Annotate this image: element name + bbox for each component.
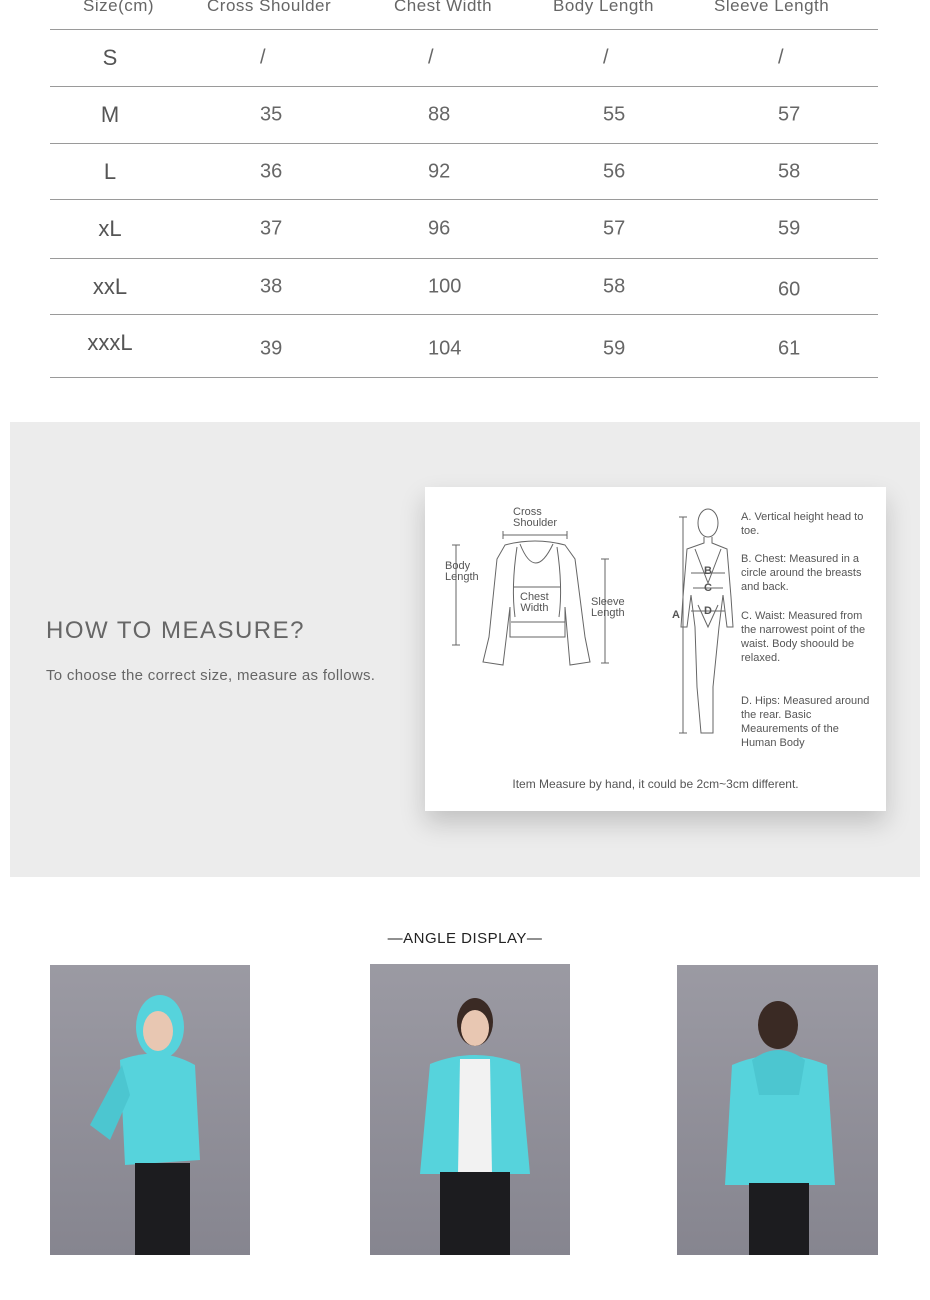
table-row: [50, 200, 878, 259]
note-vertical-height: A. Vertical height head to toe.: [741, 511, 864, 537]
product-photo-back: [677, 965, 878, 1255]
product-photo-side: [50, 965, 250, 1255]
marker-a: A: [672, 609, 680, 621]
sleeve-length-value: 61: [778, 337, 801, 360]
model-front-view: [370, 964, 570, 1255]
size-label: L: [103, 158, 117, 184]
sleeve-length-value: 59: [778, 217, 801, 240]
how-to-measure-section: [10, 422, 920, 877]
header-body-length: Body Length: [553, 0, 654, 15]
body-length-value: /: [603, 46, 609, 69]
cross-shoulder-value: 37: [260, 217, 283, 240]
cross-shoulder-value: 35: [260, 103, 283, 126]
header-sleeve-length: Sleeve Length: [714, 0, 830, 15]
chest-width-value: 92: [428, 160, 451, 182]
cross-shoulder-value: 39: [260, 337, 283, 360]
size-label: S: [102, 45, 118, 70]
model-back-view: [677, 965, 878, 1255]
marker-c: C: [704, 582, 712, 594]
table-row: [50, 259, 878, 315]
measurement-diagram-card: [425, 487, 886, 811]
body-length-label: Body Length: [445, 560, 479, 583]
note-chest: B. Chest: Measured in a circle around the breasts and back.: [741, 553, 862, 593]
sleeve-length-value: /: [778, 46, 784, 69]
measure-footnote: Item Measure by hand, it could be 2cm~3cm different.: [512, 777, 799, 791]
sleeve-length-value: 60: [778, 278, 801, 300]
table-row: [50, 87, 878, 144]
body-length-value: 59: [603, 337, 626, 360]
size-label: M: [100, 102, 120, 127]
chest-width-value: 88: [428, 103, 451, 126]
header-chest-width: Chest Width: [394, 0, 493, 15]
note-waist: C. Waist: Measured from the narrowest point of the waist. Body shoould be relaxed.: [741, 610, 866, 664]
body-length-value: 58: [603, 275, 626, 297]
cross-shoulder-value: 38: [260, 275, 283, 297]
body-length-value: 55: [603, 103, 626, 126]
table-row: [50, 315, 878, 378]
cross-shoulder-value: /: [260, 46, 266, 69]
product-photo-front: [370, 964, 570, 1255]
sleeve-length-label: Sleeve Length: [591, 596, 625, 619]
header-size: Size(cm): [83, 0, 155, 15]
sleeve-length-value: 58: [778, 160, 801, 182]
chest-width-value: 100: [428, 275, 462, 297]
body-length-value: 56: [603, 160, 626, 182]
size-label: xxxL: [87, 330, 133, 355]
chest-width-value: 96: [428, 217, 451, 240]
model-side-view: [50, 965, 250, 1255]
table-row: [50, 144, 878, 200]
sleeve-length-value: 57: [778, 103, 801, 126]
chest-width-label: Chest Width: [520, 591, 549, 614]
cross-shoulder-value: 36: [260, 160, 283, 182]
angle-display-title: —ANGLE DISPLAY—: [387, 930, 543, 947]
table-row: [50, 30, 878, 87]
measure-title: HOW TO MEASURE?: [46, 617, 305, 644]
size-table: [50, 0, 878, 378]
header-cross-shoulder: Cross Shoulder: [207, 0, 332, 15]
size-label: xL: [98, 216, 122, 241]
body-length-value: 57: [603, 217, 626, 240]
marker-b: B: [704, 565, 712, 577]
measure-subtitle: To choose the correct size, measure as follows.: [46, 667, 376, 684]
size-label: xxL: [92, 273, 128, 299]
marker-d: D: [704, 605, 712, 617]
chest-width-value: 104: [428, 337, 462, 360]
chest-width-value: /: [428, 46, 434, 69]
note-hips: D. Hips: Measured around the rear. Basic Meaurements of the Human Body: [741, 695, 870, 749]
size-table-header: [50, 0, 878, 30]
cross-shoulder-label: Cross Shoulder: [513, 506, 558, 529]
